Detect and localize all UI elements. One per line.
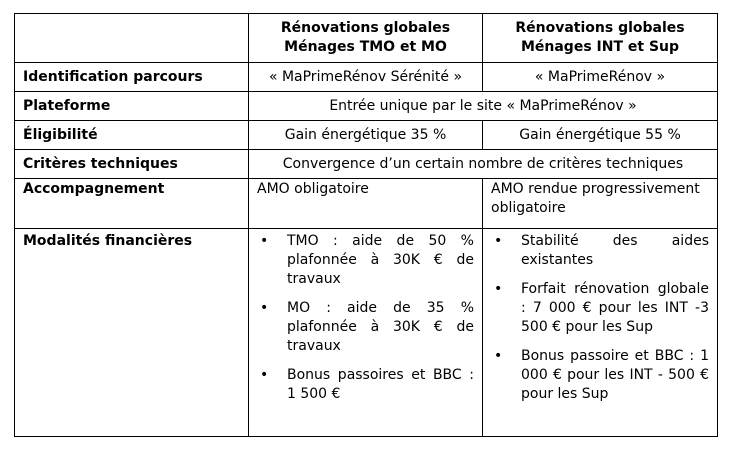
accompagnement-tmo-mo: AMO obligatoire <box>249 179 483 229</box>
row-identification <box>15 63 718 92</box>
modalites-tmo-mo-list <box>257 232 474 404</box>
list-item <box>491 232 709 270</box>
label-accompagnement: Accompagnement <box>15 179 249 229</box>
bullet-icon: • <box>260 300 269 316</box>
list-item <box>257 366 474 404</box>
bullet-icon: • <box>260 233 269 249</box>
list-item-text: TMO : aide de 50 % plafonnée à 30K € de travaux <box>287 233 474 287</box>
identification-int-sup: « MaPrimeRénov » <box>483 63 718 92</box>
list-item <box>491 280 709 337</box>
list-item-text: Bonus passoire et BBC : 1 000 € pour les INT - 500 € pour les Sup <box>521 348 709 402</box>
list-item <box>257 299 474 356</box>
label-plateforme: Plateforme <box>15 92 249 121</box>
row-modalites <box>15 229 718 437</box>
plateforme-value: Entrée unique par le site « MaPrimeRénov » <box>249 92 718 121</box>
list-item <box>491 347 709 404</box>
bullet-icon: • <box>494 233 503 249</box>
bullet-icon: • <box>494 348 503 364</box>
header-tmo-mo <box>249 14 483 63</box>
header-int-sup-line2: Ménages INT et Sup <box>520 39 680 55</box>
header-tmo-mo-line1: Rénovations globales <box>280 20 451 36</box>
header-empty-cell <box>15 14 249 63</box>
header-row <box>15 14 718 63</box>
label-eligibilite: Éligibilité <box>15 121 249 150</box>
header-int-sup <box>483 14 718 63</box>
header-int-sup-line1: Rénovations globales <box>515 20 685 36</box>
eligibilite-int-sup: Gain énergétique 55 % <box>483 121 718 150</box>
row-criteres <box>15 150 718 179</box>
identification-tmo-mo: « MaPrimeRénov Sérénité » <box>249 63 483 92</box>
comparison-table <box>14 13 718 437</box>
eligibilite-tmo-mo: Gain énergétique 35 % <box>249 121 483 150</box>
accompagnement-int-sup: AMO rendue progressivement obligatoire <box>483 179 718 229</box>
label-criteres: Critères techniques <box>15 150 249 179</box>
list-item-text: Forfait rénovation globale : 7 000 € pour les INT -3 500 € pour les Sup <box>521 281 709 335</box>
bullet-icon: • <box>494 281 503 297</box>
bullet-icon: • <box>260 367 269 383</box>
list-item <box>257 232 474 289</box>
modalites-int-sup-list <box>491 232 709 404</box>
row-eligibilite <box>15 121 718 150</box>
header-tmo-mo-line2: Ménages TMO et MO <box>284 39 447 55</box>
list-item-text: Bonus passoires et BBC : 1 500 € <box>287 367 474 402</box>
label-identification: Identification parcours <box>15 63 249 92</box>
modalites-tmo-mo <box>249 229 483 437</box>
row-accompagnement <box>15 179 718 229</box>
criteres-value: Convergence d’un certain nombre de critères techniques <box>249 150 718 179</box>
label-modalites: Modalités financières <box>15 229 249 437</box>
list-item-text: MO : aide de 35 % plafonnée à 30K € de travaux <box>287 300 474 354</box>
list-item-text: Stabilité des aides existantes <box>521 233 709 268</box>
modalites-int-sup <box>483 229 718 437</box>
row-plateforme <box>15 92 718 121</box>
